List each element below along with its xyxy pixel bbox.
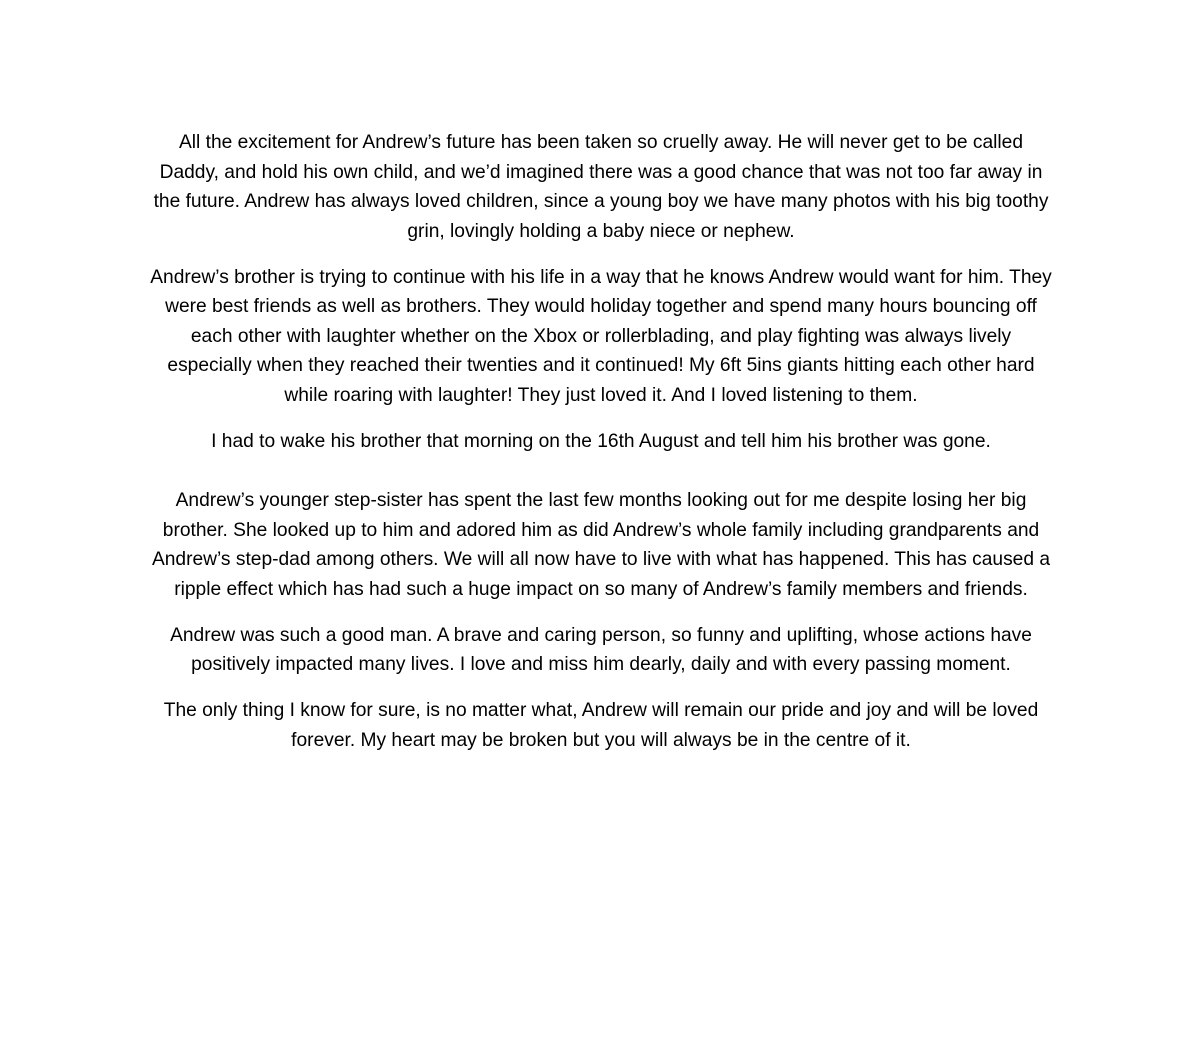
- document-body: [150, 128, 1052, 772]
- paragraph-4: Andrew’s younger step-sister has spent the last few months looking out for me despite losing her big brother. She looked up to him and adored him as did Andrew’s whole family including grandparents and Andrew’s step-dad among others. We will all now have to live with what has happened. This has caused a ripple effect which has had such a huge impact on so many of Andrew’s family members and friends.: [151, 490, 1051, 600]
- paragraph-6: The only thing I know for sure, is no matter what, Andrew will remain our pride and joy and will be loved forever. My heart may be broken but you will always be in the centre of it.: [163, 700, 1039, 751]
- paragraph-2: Andrew’s brother is trying to continue with his life in a way that he knows Andrew would want for him. They were best friends as well as brothers. They would holiday together and spend many hours bouncing off each other with laughter whether on the Xbox or rollerblading, and play fighting was always lively especially when they reached their twenties and it continued! My 6ft 5ins giants hitting each other hard while roaring with laughter! They just loved it. And I loved listening to them.: [150, 266, 1052, 406]
- paragraph-1: All the excitement for Andrew’s future has been taken so cruelly away. He will never get to be called Daddy, and hold his own child, and we’d imagined there was a good chance that was not too far away in the future. Andrew has always loved children, since a young boy we have many photos with his big toothy grin, lovingly holding a baby niece or nephew.: [153, 132, 1049, 242]
- paragraph-5: Andrew was such a good man. A brave and caring person, so funny and uplifting, whose actions have positively impacted many lives. I love and miss him dearly, daily and with every passing moment.: [170, 624, 1032, 675]
- paragraph-3: I had to wake his brother that morning on the 16th August and tell him his brother was gone.: [211, 430, 991, 452]
